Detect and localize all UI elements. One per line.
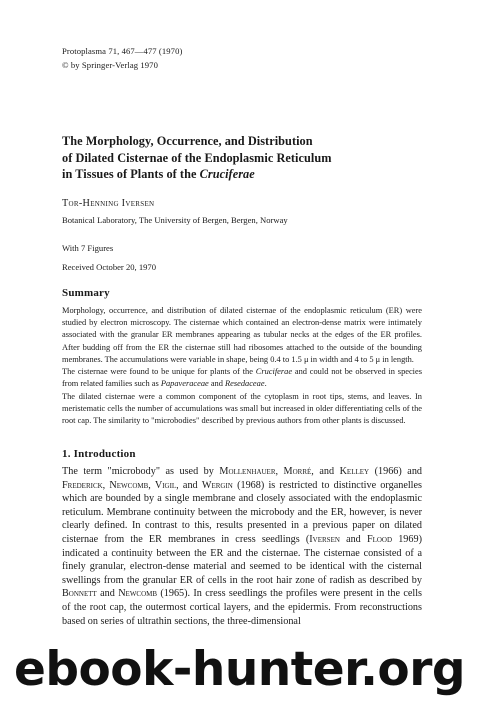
title-taxon: Cruciferae	[199, 167, 255, 181]
author-citation: Iversen	[309, 533, 340, 545]
author-affiliation: Botanical Laboratory, The University of Bergen, Bergen, Norway	[62, 215, 288, 225]
copyright-line: © by Springer-Verlag 1970	[62, 60, 158, 70]
intro-text: (1966) and	[369, 466, 423, 477]
author-citation: Newcomb	[118, 588, 158, 600]
summary-taxon: Cruciferae	[255, 367, 293, 376]
author-citation: Wergin	[201, 479, 233, 491]
summary-text: and	[208, 379, 226, 389]
author-citation: Kelley	[339, 466, 370, 477]
intro-text: (1968) is restricted to distinctive organelles which are bounded by a single membrane and closely associated with the endoplasmic reticulum. Membrane continuity between the microbody and the ER, however, is never clearly defined. In contrast to this, results presented in a previous paper on dilated cisternae from the ER membranes in cress seedlings (	[62, 479, 422, 545]
title-line-3-text: in Tissues of Plants of the	[62, 167, 200, 181]
intro-text: and	[313, 466, 340, 477]
introduction-heading: 1. Introduction	[62, 448, 136, 460]
site-watermark: ebook-hunter.org	[14, 642, 466, 697]
author-citation: Frederick, Newcomb, Vigil,	[62, 479, 179, 491]
received-date: Received October 20, 1970	[62, 262, 157, 272]
intro-text: 1969) indicated a continuity between the ER and the cisternae. The cisternae consisted of a finely granular, electron-dense material and seemed to be identical with the cisternal swellings from the granular ER of cells in the root hair zone of radish as described by	[62, 533, 422, 586]
summary-taxon: Resedaceae	[225, 379, 265, 389]
intro-text: and	[339, 533, 367, 545]
journal-citation: Protoplasma 71, 467—477 (1970)	[62, 46, 183, 56]
summary-paragraph-2	[62, 366, 422, 390]
intro-text: and	[178, 479, 202, 491]
intro-text: (1965). In cress seedlings the profiles were present in the cells of the root cap, the outermost cortical layers, and the epidermis. From reconstructions based on series of ultrathin sections, the three-dimensional	[62, 588, 422, 627]
author-citation: Flood	[366, 533, 393, 545]
author-name	[62, 198, 154, 209]
author-citation: Bonnett	[62, 588, 97, 600]
introduction-paragraph	[62, 465, 422, 628]
summary-taxon: Papaveraceae	[160, 379, 209, 389]
author-name-text: Tor-Henning Iversen	[62, 198, 155, 209]
intro-text: The term "microbody" as used by	[62, 466, 220, 477]
title-line-1: The Morphology, Occurrence, and Distribution	[62, 134, 313, 148]
summary-text: and could not be observed in species from related families such as	[62, 367, 422, 389]
summary-heading: Summary	[62, 287, 110, 299]
author-citation: Mollenhauer, Morré,	[219, 466, 314, 477]
intro-text: and	[96, 588, 119, 600]
title-line-3	[62, 166, 442, 183]
figures-note: With 7 Figures	[62, 243, 114, 253]
summary-paragraph-3: The dilated cisternae were a common component of the cytoplasm in root tips, stems, and leaves. In meristematic cells the number of accumulations was small but increased in older differentiating cells of the root cap. The similarity to "microbodies" described by previous authors from other plants is discussed.	[62, 392, 422, 426]
summary-paragraph-1: Morphology, occurrence, and distribution of dilated cisternae of the endoplasmic reticulum (ER) were studied by electron microscopy. The cisternae which contained an electron-dense matrix were intimately associated with the granular ER membranes appearing as tubular necks at the edges of the ER profiles. After budding off from the ER the cisternae still had ribosomes attached to the outside of the bounding membranes. The accumulations were variable in shape, being 0.4 to 1.5 μ in width and 4 to 5 μ in length.	[62, 306, 422, 364]
title-line-2: of Dilated Cisternae of the Endoplasmic Reticulum	[62, 150, 332, 165]
summary-text: .	[264, 379, 267, 389]
journal-header	[62, 44, 182, 72]
article-title	[62, 133, 442, 183]
summary-text: The cisternae were found to be unique for plants of the	[62, 367, 256, 376]
